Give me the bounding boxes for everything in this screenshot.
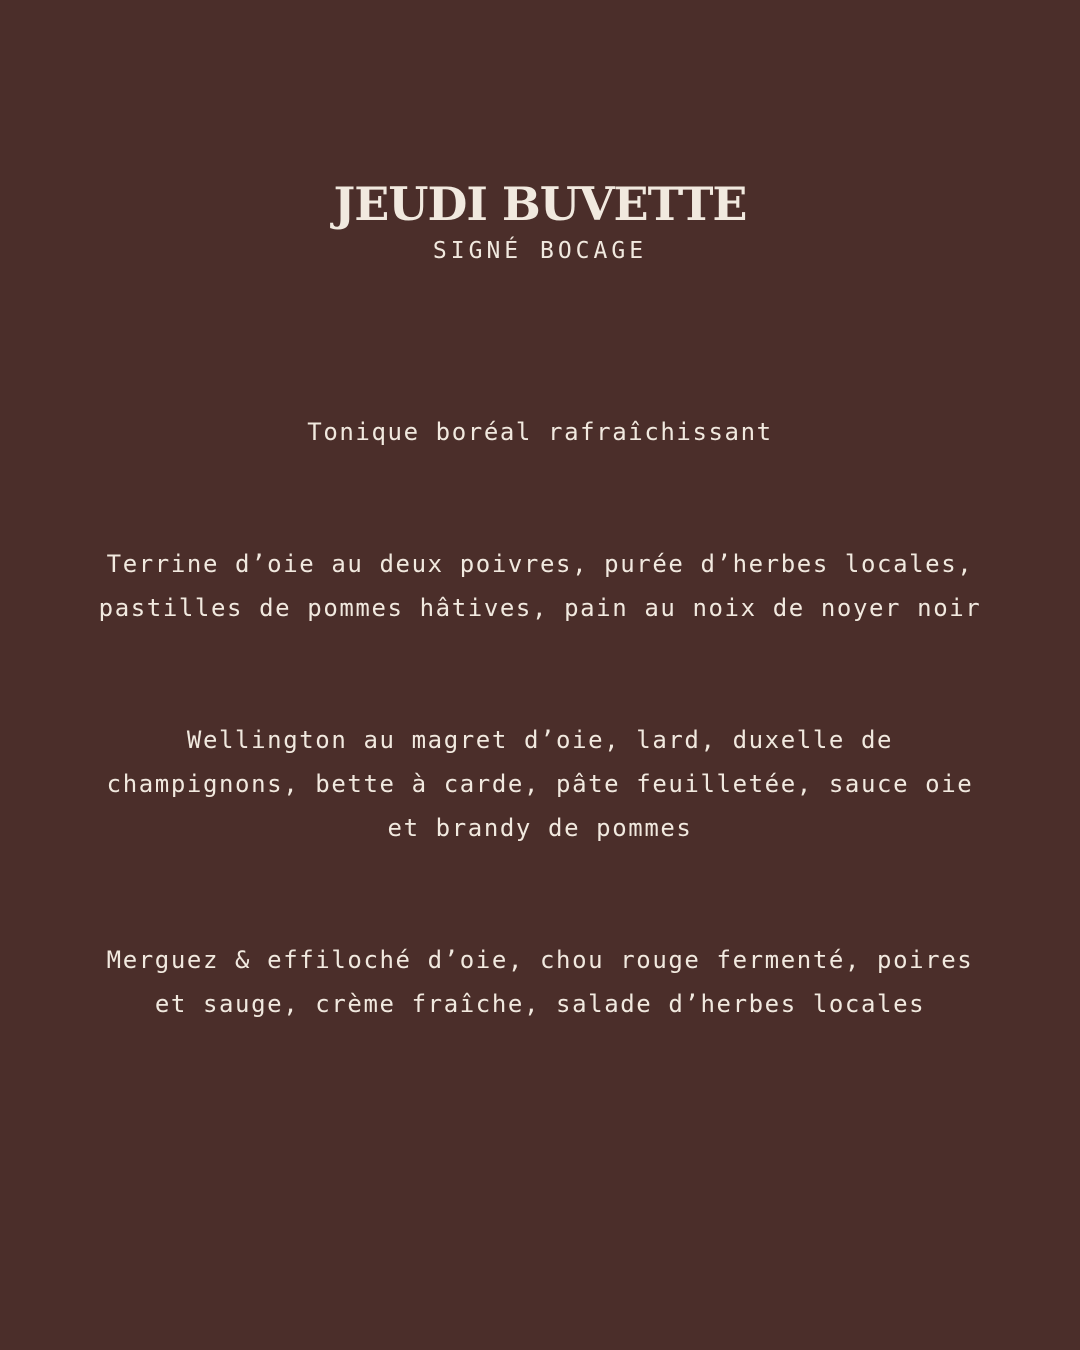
- menu-item-second-main: Merguez & effiloché d’oie, chou rouge fermenté, poires et sauge, crème fraîche, salade d’herbes locales: [106, 946, 974, 1018]
- menu-item-drink: Tonique boréal rafraîchissant: [307, 418, 773, 446]
- menu-item-main: Wellington au magret d’oie, lard, duxelle de champignons, bette à carde, pâte feuilletée, sauce oie et brandy de pommes: [106, 726, 974, 842]
- menu-item-starter: Terrine d’oie au deux poivres, purée d’herbes locales, pastilles de pommes hâtives, pain au noix de noyer noir: [98, 550, 982, 622]
- page-title: JEUDI BUVETTE: [333, 177, 747, 231]
- page-subtitle: SIGNÉ BOCAGE: [432, 238, 648, 264]
